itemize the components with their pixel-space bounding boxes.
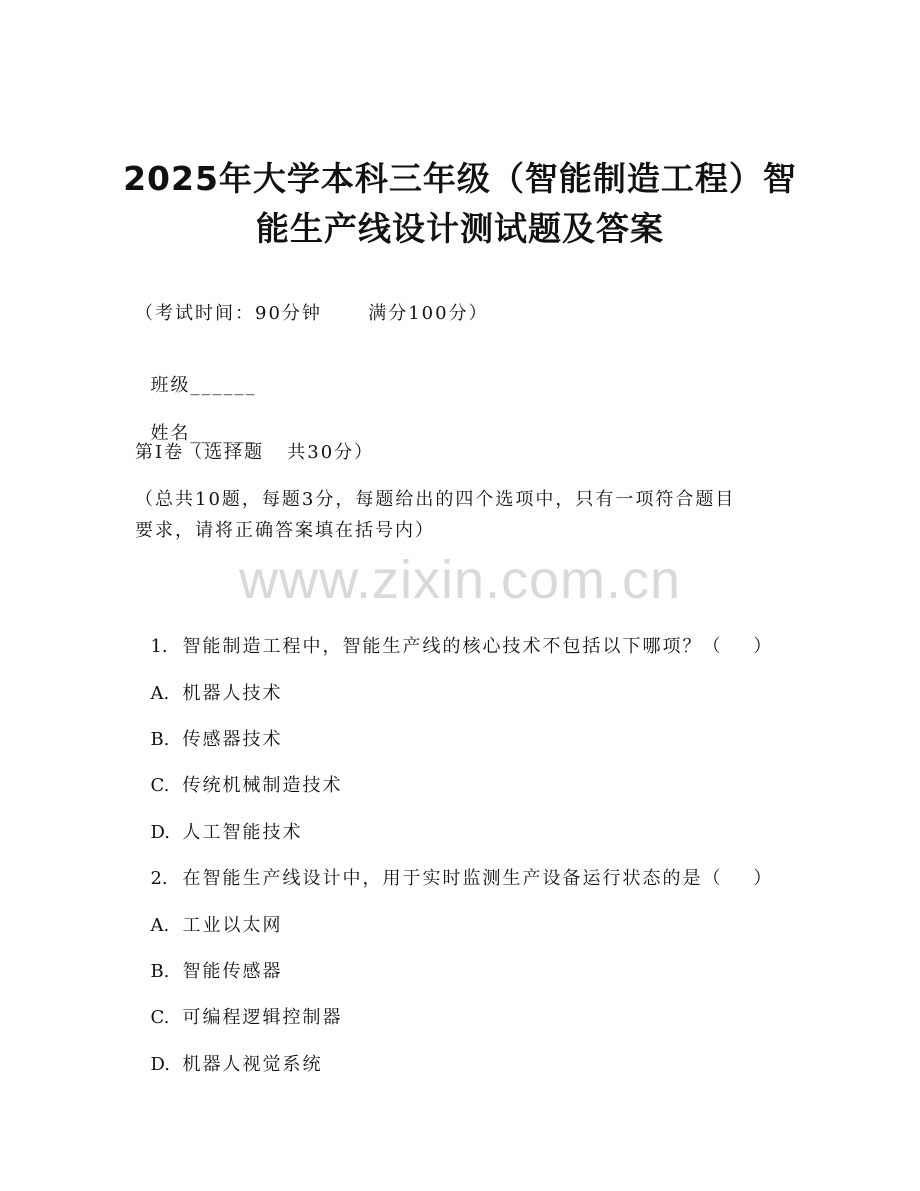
- question-text: 在智能生产线设计中，用于实时监测生产设备运行状态的是（ ）: [182, 868, 774, 889]
- name-field-label: 姓名______: [150, 423, 257, 444]
- option-text: 智能传感器: [182, 961, 283, 982]
- option-letter: B.: [150, 729, 170, 750]
- question-2-option-d: [135, 1029, 322, 1077]
- question-1-option-b: [135, 704, 282, 752]
- option-letter: A.: [150, 915, 170, 936]
- option-text: 机器人技术: [182, 683, 283, 704]
- option-letter: D.: [150, 822, 170, 843]
- exam-info: （考试时间：90分钟 满分100分）: [135, 303, 489, 324]
- watermark: www.zixin.com.cn: [238, 550, 682, 610]
- question-2-option-c: [135, 982, 342, 1030]
- question-number: 2.: [150, 868, 168, 889]
- document-title-line-2: 能生产线设计测试题及答案: [256, 209, 664, 248]
- question-1: [135, 611, 773, 659]
- option-letter: B.: [150, 961, 170, 982]
- question-1-option-c: [135, 750, 342, 798]
- section-instructions-line-2: 要求，请将正确答案填在括号内）: [135, 520, 435, 541]
- option-letter: C.: [150, 1007, 170, 1028]
- question-text: 智能制造工程中，智能生产线的核心技术不包括以下哪项？（ ）: [182, 636, 774, 657]
- question-1-option-a: [135, 658, 282, 706]
- question-2: [135, 843, 773, 891]
- question-number: 1.: [150, 636, 168, 657]
- option-text: 传感器技术: [182, 729, 283, 750]
- document-title-line-1: 2025年大学本科三年级（智能制造工程）智: [123, 159, 797, 198]
- section-title: 第I卷（选择题 共30分）: [135, 442, 375, 463]
- section-instructions-line-1: （总共10题，每题3分，每题给出的四个选项中，只有一项符合题目: [135, 489, 736, 510]
- class-field-label: 班级______: [150, 375, 257, 396]
- option-text: 人工智能技术: [182, 822, 303, 843]
- question-2-option-b: [135, 936, 282, 984]
- option-text: 传统机械制造技术: [182, 775, 343, 796]
- option-letter: D.: [150, 1054, 170, 1075]
- option-letter: C.: [150, 775, 170, 796]
- student-info-row: [135, 350, 256, 446]
- option-letter: A.: [150, 683, 170, 704]
- option-text: 可编程逻辑控制器: [182, 1007, 343, 1028]
- option-text: 机器人视觉系统: [182, 1054, 323, 1075]
- question-1-option-d: [135, 797, 302, 845]
- option-text: 工业以太网: [182, 915, 283, 936]
- question-2-option-a: [135, 890, 282, 938]
